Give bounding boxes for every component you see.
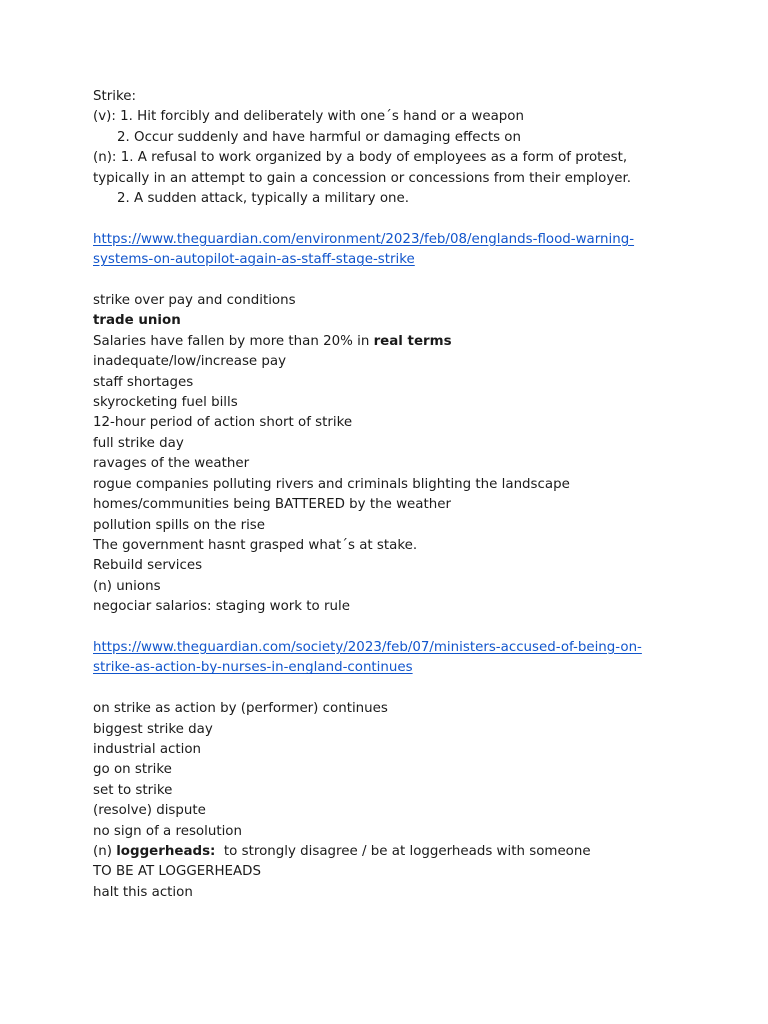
vocab-text: to strongly disagree / be at loggerheads with someone — [215, 843, 591, 859]
article-1-link[interactable] — [93, 230, 733, 271]
definition-verb-1: (v): 1. Hit forcibly and deliberately with one´s hand or a weapon — [93, 109, 524, 125]
definition-title: Strike: — [93, 89, 137, 104]
vocab-term-bold: loggerheads: — [116, 843, 216, 859]
vocab-item: halt this action — [93, 884, 193, 900]
vocab-term-bold: real terms — [373, 333, 452, 349]
definition-noun-1b: typically in an attempt to gain a concession or concessions from their employer. — [93, 170, 632, 186]
article-2-link-line-2[interactable]: strike-as-action-by-nurses-in-england-continues — [93, 660, 413, 676]
vocab-item: The government hasnt grasped what´s at stake. — [93, 537, 418, 553]
vocab-item: no sign of a resolution — [93, 823, 242, 839]
vocab-item: (n) unions — [93, 578, 161, 594]
vocab-item: set to strike — [93, 782, 173, 798]
vocab-item: biggest strike day — [93, 721, 213, 737]
vocab-item: 12-hour period of action short of strike — [93, 415, 353, 431]
vocab-item: staff shortages — [93, 374, 194, 390]
spacer — [93, 209, 733, 229]
article-2-link[interactable] — [93, 638, 733, 679]
article-1-link-line-1[interactable]: https://www.theguardian.com/environment/2023/feb/08/englands-flood-warning- — [93, 231, 635, 247]
article-2-link-line-1[interactable]: https://www.theguardian.com/society/2023/feb/07/ministers-accused-of-being-on- — [93, 639, 642, 655]
article-2-vocab-list — [93, 699, 733, 903]
vocab-item: rogue companies polluting rivers and criminals blighting the landscape — [93, 476, 570, 492]
spacer — [93, 618, 733, 638]
vocab-item: homes/communities being BATTERED by the weather — [93, 497, 451, 513]
vocab-item: negociar salarios: staging work to rule — [93, 599, 350, 615]
vocab-item: inadequate/low/increase pay — [93, 354, 287, 370]
vocab-term-bold: trade union — [93, 313, 181, 329]
vocab-item: Rebuild services — [93, 558, 203, 574]
vocab-item: pollution spills on the rise — [93, 517, 266, 533]
vocab-item — [93, 842, 733, 862]
vocab-item: industrial action — [93, 741, 202, 757]
vocab-item — [93, 332, 733, 352]
document-page — [93, 87, 733, 903]
vocab-item: TO BE AT LOGGERHEADS — [93, 864, 261, 880]
vocab-item: on strike as action by (performer) continues — [93, 701, 388, 717]
vocab-item: (resolve) dispute — [93, 803, 206, 819]
vocab-text: (n) — [93, 843, 117, 859]
article-1-vocab-list — [93, 291, 733, 618]
definition-noun-2: 2. A sudden attack, typically a military one. — [117, 191, 410, 207]
vocab-item: skyrocketing fuel bills — [93, 395, 238, 411]
vocab-item: full strike day — [93, 435, 184, 451]
vocab-item: ravages of the weather — [93, 456, 250, 472]
definition-verb-2: 2. Occur suddenly and have harmful or damaging effects on — [117, 129, 521, 145]
spacer — [93, 271, 733, 291]
vocab-item: go on strike — [93, 762, 172, 778]
definition-noun-1a: (n): 1. A refusal to work organized by a body of employees as a form of protest, — [93, 150, 628, 166]
spacer — [93, 679, 733, 699]
vocab-item: strike over pay and conditions — [93, 293, 296, 309]
vocab-text: Salaries have fallen by more than 20% in — [93, 333, 374, 349]
article-1-link-line-2[interactable]: systems-on-autopilot-again-as-staff-stage-strike — [93, 252, 415, 268]
vocab-item — [93, 311, 733, 331]
